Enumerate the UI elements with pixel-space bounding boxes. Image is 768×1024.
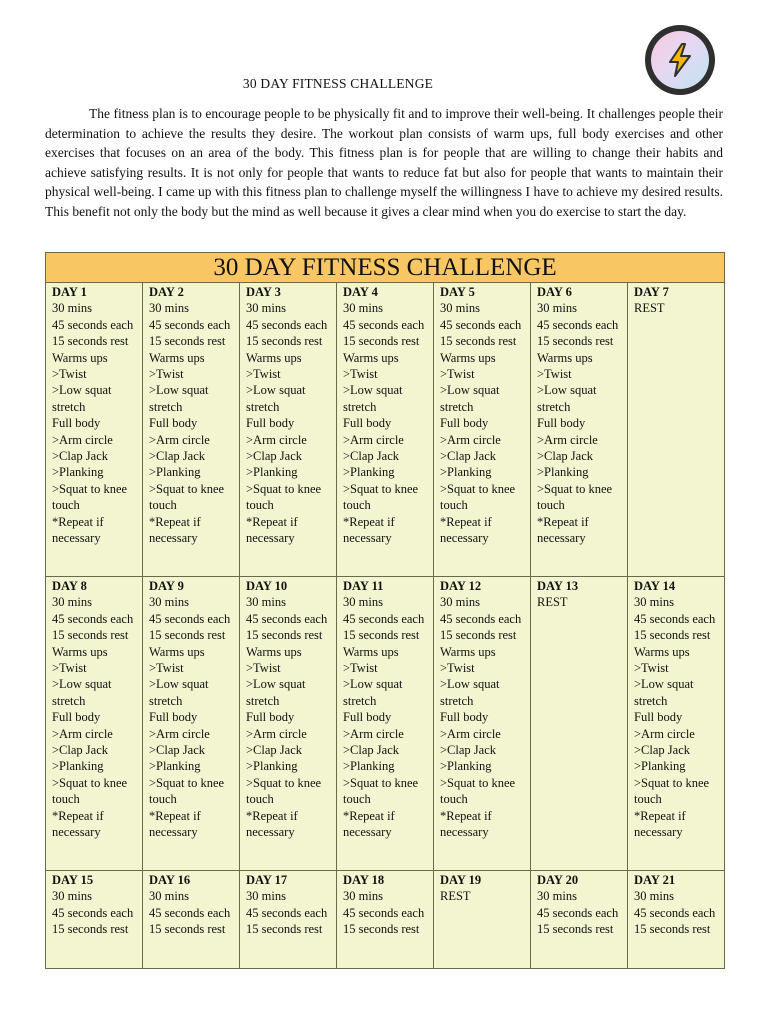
day-cell [434, 871, 531, 969]
day-label: DAY 11 [343, 579, 384, 593]
exercise-line: >Squat to knee touch [52, 775, 128, 807]
day-cell [143, 283, 240, 577]
day-label: DAY 3 [246, 285, 281, 299]
day-cell [531, 283, 628, 577]
exercise-line: >Arm circle [343, 726, 404, 741]
intro-paragraph [45, 104, 723, 221]
exercise-line: 45 seconds each [440, 611, 522, 626]
exercise-line: >Low squat stretch [343, 677, 403, 708]
exercise-line: 15 seconds rest [52, 628, 129, 643]
exercise-line: 45 seconds each [634, 611, 716, 626]
exercise-line: Full body [634, 710, 683, 725]
exercise-line: 30 mins [440, 595, 480, 610]
exercise-line: >Twist [537, 367, 572, 382]
exercise-line: Warms ups [52, 350, 108, 365]
exercise-line: 45 seconds each [149, 611, 231, 626]
exercise-line: 15 seconds rest [634, 922, 711, 937]
exercise-line: >Planking [343, 465, 395, 480]
exercise-line: >Squat to knee touch [149, 481, 225, 513]
exercise-line: >Squat to knee touch [634, 775, 710, 807]
exercise-line: *Repeat if necessary [149, 808, 201, 840]
exercise-line: >Planking [343, 759, 395, 774]
day-cell [46, 577, 143, 871]
exercise-line: Full body [440, 416, 489, 431]
exercise-line: 30 mins [52, 889, 92, 904]
exercise-line: >Arm circle [246, 432, 307, 447]
exercise-line: >Planking [440, 759, 492, 774]
exercise-line: >Low squat stretch [52, 677, 112, 708]
exercise-line: >Planking [52, 759, 104, 774]
exercise-line: >Planking [149, 465, 201, 480]
day-cell [46, 871, 143, 969]
exercise-line: >Twist [440, 367, 475, 382]
exercise-line: >Arm circle [149, 726, 210, 741]
day-label: DAY 5 [440, 285, 475, 299]
exercise-line: Warms ups [246, 350, 302, 365]
exercise-line: Full body [149, 416, 198, 431]
exercise-line: *Repeat if necessary [343, 514, 395, 546]
exercise-line: Full body [537, 416, 586, 431]
exercise-line: >Low squat stretch [537, 383, 597, 414]
exercise-line: >Low squat stretch [634, 677, 694, 708]
exercise-line: >Twist [149, 661, 184, 676]
exercise-line: *Repeat if necessary [246, 514, 298, 546]
exercise-line: Full body [52, 416, 101, 431]
exercise-line: 45 seconds each [537, 905, 619, 920]
day-cell [143, 577, 240, 871]
exercise-line: 30 mins [537, 301, 577, 316]
exercise-line: 15 seconds rest [246, 922, 323, 937]
exercise-line: 45 seconds each [634, 905, 716, 920]
rest-label: REST [440, 889, 471, 904]
exercise-line: 30 mins [634, 889, 674, 904]
exercise-line: >Twist [246, 367, 281, 382]
exercise-line: >Planking [52, 465, 104, 480]
day-label: DAY 19 [440, 873, 482, 887]
exercise-line: >Clap Jack [149, 449, 205, 464]
exercise-line: >Arm circle [52, 726, 113, 741]
exercise-line: >Planking [246, 465, 298, 480]
day-cell [531, 871, 628, 969]
exercise-line: Warms ups [343, 644, 399, 659]
exercise-line: Full body [343, 710, 392, 725]
exercise-line: >Arm circle [343, 432, 404, 447]
exercise-line: *Repeat if necessary [52, 514, 104, 546]
exercise-line: >Arm circle [149, 432, 210, 447]
day-cell [628, 577, 725, 871]
exercise-line: >Clap Jack [440, 449, 496, 464]
table-row [46, 577, 725, 871]
exercise-line: >Arm circle [634, 726, 695, 741]
table-row [46, 283, 725, 577]
exercise-line: 15 seconds rest [537, 922, 614, 937]
exercise-line: 30 mins [149, 889, 189, 904]
exercise-line: 45 seconds each [149, 317, 231, 332]
exercise-line: >Squat to knee touch [246, 775, 322, 807]
exercise-line: 30 mins [52, 595, 92, 610]
exercise-line: *Repeat if necessary [343, 808, 395, 840]
exercise-line: >Low squat stretch [149, 677, 209, 708]
exercise-line: Full body [343, 416, 392, 431]
day-cell [628, 871, 725, 969]
exercise-line: >Clap Jack [440, 743, 496, 758]
exercise-line: Warms ups [149, 644, 205, 659]
exercise-line: Full body [440, 710, 489, 725]
exercise-line: >Squat to knee touch [343, 481, 419, 513]
exercise-line: 30 mins [634, 595, 674, 610]
exercise-line: >Planking [634, 759, 686, 774]
day-label: DAY 15 [52, 873, 94, 887]
exercise-line: >Clap Jack [246, 449, 302, 464]
day-label: DAY 6 [537, 285, 572, 299]
exercise-line: >Squat to knee touch [52, 481, 128, 513]
day-cell [240, 871, 337, 969]
day-cell [628, 283, 725, 577]
table-title: 30 DAY FITNESS CHALLENGE [46, 253, 725, 283]
exercise-line: >Planking [246, 759, 298, 774]
exercise-line: >Clap Jack [52, 743, 108, 758]
exercise-line: *Repeat if necessary [246, 808, 298, 840]
day-label: DAY 12 [440, 579, 482, 593]
exercise-line: >Arm circle [440, 726, 501, 741]
exercise-line: >Arm circle [246, 726, 307, 741]
exercise-line: 15 seconds rest [246, 334, 323, 349]
exercise-line: >Planking [537, 465, 589, 480]
day-label: DAY 10 [246, 579, 288, 593]
exercise-line: 15 seconds rest [440, 334, 517, 349]
exercise-line: >Clap Jack [52, 449, 108, 464]
exercise-line: *Repeat if necessary [52, 808, 104, 840]
exercise-line: Warms ups [440, 644, 496, 659]
exercise-line: 15 seconds rest [52, 922, 129, 937]
exercise-line: Full body [149, 710, 198, 725]
exercise-line: >Squat to knee touch [246, 481, 322, 513]
exercise-line: 30 mins [149, 301, 189, 316]
exercise-line: Warms ups [537, 350, 593, 365]
exercise-line: 45 seconds each [149, 905, 231, 920]
day-cell [143, 871, 240, 969]
exercise-line: >Clap Jack [149, 743, 205, 758]
exercise-line: 15 seconds rest [343, 334, 420, 349]
exercise-line: 45 seconds each [343, 905, 425, 920]
exercise-line: 15 seconds rest [634, 628, 711, 643]
exercise-line: >Squat to knee touch [537, 481, 613, 513]
exercise-line: >Squat to knee touch [440, 481, 516, 513]
day-label: DAY 20 [537, 873, 579, 887]
exercise-line: >Twist [246, 661, 281, 676]
exercise-line: 45 seconds each [246, 611, 328, 626]
exercise-line: >Twist [52, 367, 87, 382]
exercise-line: >Low squat stretch [246, 383, 306, 414]
exercise-line: Warms ups [440, 350, 496, 365]
rest-label: REST [634, 301, 665, 316]
fitness-calendar-table [45, 252, 725, 969]
day-label: DAY 17 [246, 873, 288, 887]
lightning-bolt-icon [665, 43, 695, 77]
exercise-line: 30 mins [149, 595, 189, 610]
exercise-line: 15 seconds rest [537, 334, 614, 349]
day-label: DAY 4 [343, 285, 378, 299]
day-cell [434, 577, 531, 871]
exercise-line: 45 seconds each [52, 611, 134, 626]
exercise-line: >Low squat stretch [149, 383, 209, 414]
day-label: DAY 8 [52, 579, 87, 593]
exercise-line: >Squat to knee touch [343, 775, 419, 807]
exercise-line: 30 mins [246, 889, 286, 904]
day-label: DAY 2 [149, 285, 184, 299]
exercise-line: Warms ups [246, 644, 302, 659]
day-cell [337, 577, 434, 871]
day-label: DAY 18 [343, 873, 385, 887]
table-body [46, 283, 725, 969]
day-label: DAY 13 [537, 579, 579, 593]
exercise-line: Warms ups [149, 350, 205, 365]
exercise-line: 30 mins [343, 595, 383, 610]
exercise-line: *Repeat if necessary [634, 808, 686, 840]
exercise-line: >Low squat stretch [440, 677, 500, 708]
exercise-line: >Clap Jack [246, 743, 302, 758]
exercise-line: >Clap Jack [537, 449, 593, 464]
day-label: DAY 7 [634, 285, 669, 299]
day-label: DAY 9 [149, 579, 184, 593]
exercise-line: 45 seconds each [343, 611, 425, 626]
exercise-line: 30 mins [440, 301, 480, 316]
document-title: 30 DAY FITNESS CHALLENGE [242, 76, 434, 91]
exercise-line: 30 mins [343, 889, 383, 904]
day-label: DAY 1 [52, 285, 87, 299]
exercise-line: >Arm circle [537, 432, 598, 447]
exercise-line: 15 seconds rest [343, 922, 420, 937]
intro-text: The fitness plan is to encourage people to be physically fit and to improve their well-being. It challenges people their determination to achieve the results they desire. The workout plan consists of warm ups, full body exercises and other exercises that focuses on an area of the body. This fitness plan is for people that are willing to change their habits and achieve satisfying results. It is not only for people that wants to reduce fat but also for people that wants to maintain their physical well-being. I came up with this fitness plan to challenge myself the willingness I have to achieve my desired results. This benefit not only the body but the mind as well because it gives a clear mind when you do exercise to start the day. [45, 106, 723, 219]
exercise-line: >Clap Jack [634, 743, 690, 758]
exercise-line: >Twist [149, 367, 184, 382]
exercise-line: Full body [246, 416, 295, 431]
rest-label: REST [537, 595, 568, 610]
exercise-line: 45 seconds each [537, 317, 619, 332]
exercise-line: Warms ups [634, 644, 690, 659]
day-label: DAY 16 [149, 873, 191, 887]
exercise-line: >Arm circle [440, 432, 501, 447]
exercise-line: >Squat to knee touch [149, 775, 225, 807]
day-cell [337, 283, 434, 577]
day-label: DAY 14 [634, 579, 676, 593]
exercise-line: 30 mins [537, 889, 577, 904]
exercise-line: >Squat to knee touch [440, 775, 516, 807]
exercise-line: >Low squat stretch [52, 383, 112, 414]
exercise-line: >Clap Jack [343, 743, 399, 758]
exercise-line: >Planking [440, 465, 492, 480]
exercise-line: 15 seconds rest [246, 628, 323, 643]
day-label: DAY 21 [634, 873, 676, 887]
exercise-line: Warms ups [343, 350, 399, 365]
exercise-line: 45 seconds each [52, 905, 134, 920]
exercise-line: >Low squat stretch [440, 383, 500, 414]
exercise-line: 30 mins [52, 301, 92, 316]
exercise-line: >Low squat stretch [246, 677, 306, 708]
exercise-line: >Arm circle [52, 432, 113, 447]
day-cell [337, 871, 434, 969]
exercise-line: 15 seconds rest [440, 628, 517, 643]
exercise-line: 45 seconds each [343, 317, 425, 332]
exercise-line: >Clap Jack [343, 449, 399, 464]
exercise-line: 15 seconds rest [343, 628, 420, 643]
exercise-line: 30 mins [343, 301, 383, 316]
day-cell [434, 283, 531, 577]
exercise-line: *Repeat if necessary [149, 514, 201, 546]
exercise-line: >Twist [634, 661, 669, 676]
exercise-line: 45 seconds each [52, 317, 134, 332]
day-cell [531, 577, 628, 871]
exercise-line: >Twist [343, 367, 378, 382]
exercise-line: >Planking [149, 759, 201, 774]
exercise-line: *Repeat if necessary [440, 808, 492, 840]
exercise-line: >Twist [343, 661, 378, 676]
exercise-line: Full body [52, 710, 101, 725]
exercise-line: >Twist [440, 661, 475, 676]
exercise-line: 45 seconds each [246, 317, 328, 332]
day-cell [240, 577, 337, 871]
exercise-line: 45 seconds each [440, 317, 522, 332]
exercise-line: >Twist [52, 661, 87, 676]
exercise-line: 15 seconds rest [149, 334, 226, 349]
exercise-line: Full body [246, 710, 295, 725]
exercise-line: 15 seconds rest [149, 628, 226, 643]
day-cell [240, 283, 337, 577]
exercise-line: 15 seconds rest [149, 922, 226, 937]
exercise-line: 30 mins [246, 301, 286, 316]
exercise-line: *Repeat if necessary [537, 514, 589, 546]
exercise-line: *Repeat if necessary [440, 514, 492, 546]
exercise-line: Warms ups [52, 644, 108, 659]
table-row [46, 871, 725, 969]
exercise-line: 15 seconds rest [52, 334, 129, 349]
day-cell [46, 283, 143, 577]
exercise-line: 30 mins [246, 595, 286, 610]
exercise-line: 45 seconds each [246, 905, 328, 920]
exercise-line: >Low squat stretch [343, 383, 403, 414]
